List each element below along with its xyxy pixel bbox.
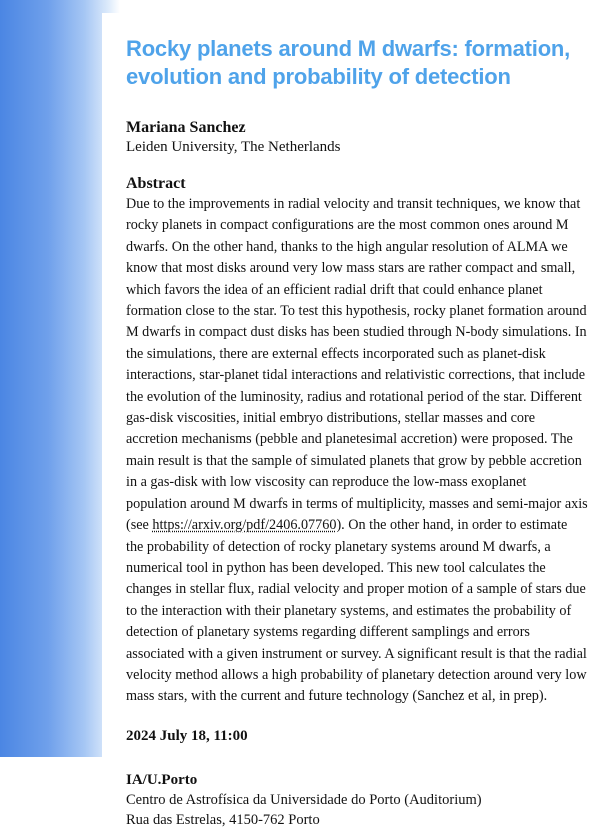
arxiv-link[interactable]: https://arxiv.org/pdf/2406.07760 <box>152 517 337 534</box>
abstract-text <box>126 194 588 708</box>
page-title: Rocky planets around M dwarfs: formation, evolution and probability of detection <box>126 36 571 89</box>
seminar-announcement-card <box>102 13 600 828</box>
venue-organization: IA/U.Porto <box>126 771 198 788</box>
abstract-text-part-1: Due to the improvements in radial velocity and transit techniques, we know that rocky planets in compact configurations are the most common ones around M dwarfs. On the other hand, thanks to the high angular resolution of ALMA we know that most disks around very low mass stars are rather compact and small, which favors the idea of an efficient radial drift that could enhance planet formation close to the star. To test this hypothesis, rocky planet formation around M dwarfs in compact dust disks has been studied through N-body simulations. In the simulations, there are external effects incorporated such as planet-disk interactions, star-planet tidal interactions and relativistic corrections, that include the evolution of the luminosity, radius and rotational period of the star. Different gas-disk viscosities, initial embryo distributions, stellar masses and core accretion mechanisms (pebble and planetesimal accretion) were proposed. The main result is that the sample of simulated planets that grow by pebble accretion in a gas-disk with low viscosity can reproduce the low-mass exoplanet population around M dwarfs in terms of multiplicity, masses and semi-major axis (see <box>126 196 588 534</box>
event-date: 2024 July 18, 11:00 <box>126 727 248 744</box>
speaker-name: Mariana Sanchez <box>126 119 246 136</box>
venue-address: Rua das Estrelas, 4150-762 Porto <box>126 811 320 828</box>
venue-location: Centro de Astrofísica da Universidade do Porto (Auditorium) <box>126 791 482 808</box>
speaker-affiliation: Leiden University, The Netherlands <box>126 139 341 155</box>
abstract-text-part-2: ). On the other hand, in order to estimate the probability of detection of rocky planetary systems around M dwarfs, a numerical tool in python has been developed. This new tool calculates the changes in stellar flux, radial velocity and proper motion of a sample of stars due to the interaction with their planetary systems, and estimates the probability of detection of planetary systems regarding different samplings and errors associated with a given instrument or survey. A significant result is that the radial velocity method allows a high probability of planetary detection around very low mass stars, with the current and future technology (Sanchez et al, in prep). <box>126 517 587 705</box>
announcement-content <box>126 35 588 830</box>
abstract-heading: Abstract <box>126 175 186 192</box>
